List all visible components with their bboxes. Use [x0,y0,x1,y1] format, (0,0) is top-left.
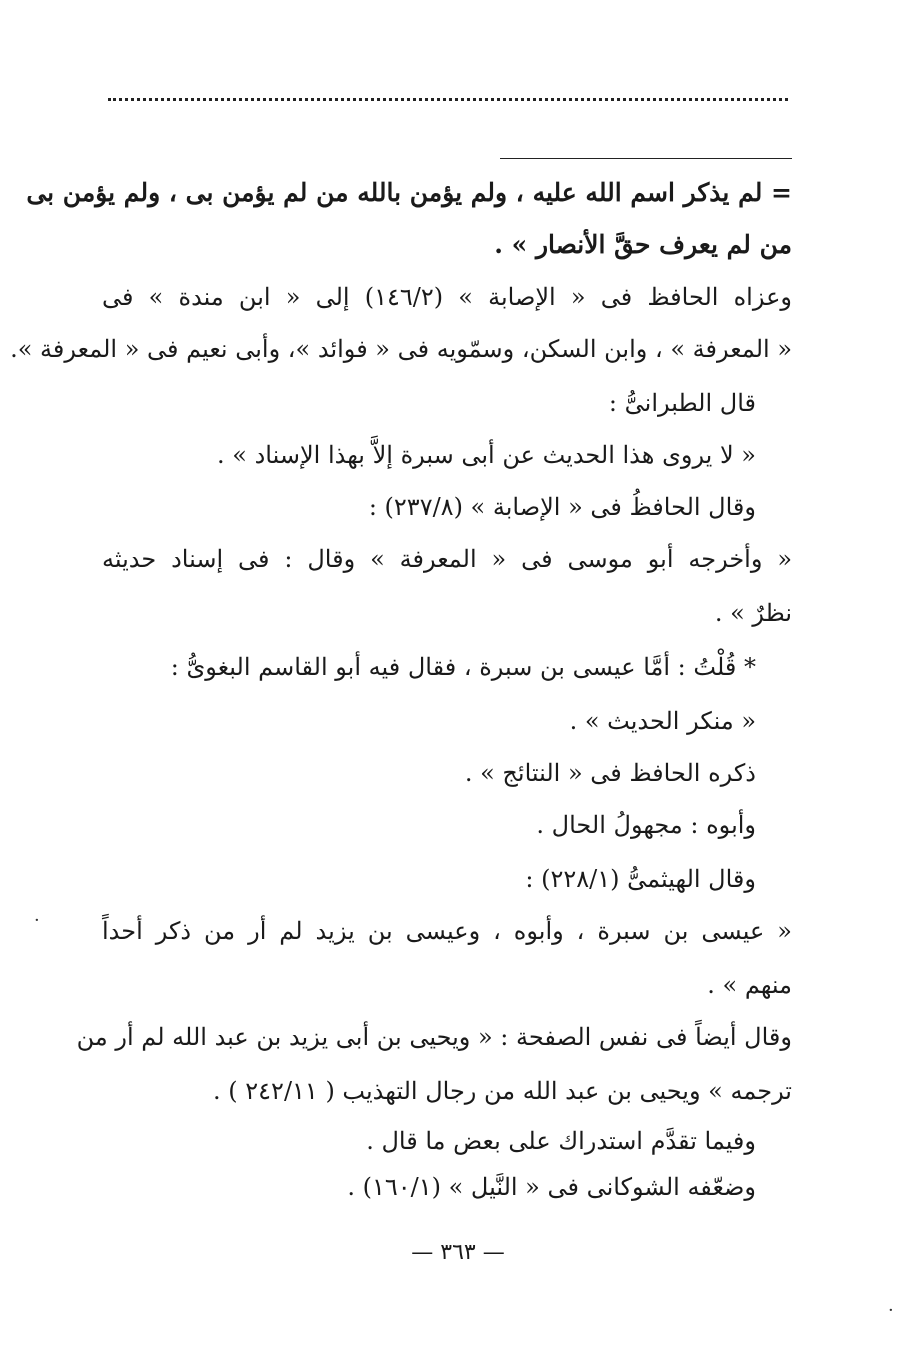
text-line: ترجمه » ويحيى بن عبد الله من رجال التهذيب ( ٢٤٢/١١ ) . [213,1077,792,1105]
footnote-line-1: = لم يذكر اسم الله عليه ، ولم يؤمن بالله من لم يؤمن بى ، ولم يؤمن بى [26,178,792,207]
footnote-line-2: من لم يعرف حقَّ الأنصار » . [494,230,792,259]
text-line: * قُلْتُ : أمَّا عيسى بن سبرة ، فقال فيه أبو القاسم البغوىُّ : [170,653,756,681]
text-line: نظرٌ » . [714,599,792,627]
text-line: « عيسى بن سبرة ، وأبوه ، وعيسى بن يزيد لم أر من ذكر أحداً [102,917,792,945]
text-line: وقال أيضاً فى نفس الصفحة : « ويحيى بن أبى يزيد بن عبد الله لم أر من [76,1023,792,1051]
stray-dot-mark: · [34,910,40,931]
text-line: ذكره الحافظ فى « النتائج » . [464,759,756,787]
text-line: وفيما تقدَّم استدراك على بعض ما قال . [366,1127,756,1155]
text-line: « لا يروى هذا الحديث عن أبى سبرة إلاَّ بهذا الإسناد » . [217,441,756,469]
footnote-rule [500,158,792,159]
text-line: « المعرفة » ، وابن السكن، وسمّويه فى « فوائد »، وأبى نعيم فى « المعرفة ». [10,335,792,363]
text-line: قال الطبرانىُّ : [608,389,756,417]
text-line: « منكر الحديث » . [569,707,756,735]
page-number: — ٣٦٣ — [411,1240,505,1265]
text-line: وضعّفه الشوكانى فى « النَّيل » (١٦٠/١) . [347,1173,756,1201]
text-line: وقال الهيثمىُّ (٢٢٨/١) : [525,865,756,893]
text-line: « وأخرجه أبو موسى فى « المعرفة » وقال : فى إسناد حديثه [102,545,792,573]
text-line: وقال الحافظُ فى « الإصابة » (٢٣٧/٨) : [368,493,756,521]
text-line: منهم » . [707,971,792,999]
text-line: وأبوه : مجهولُ الحال . [536,811,756,839]
dotted-separator [108,98,788,101]
stray-dot-mark: · [888,1300,894,1321]
text-line: وعزاه الحافظ فى « الإصابة » (١٤٦/٢) إلى « ابن مندة » فى [102,283,792,311]
